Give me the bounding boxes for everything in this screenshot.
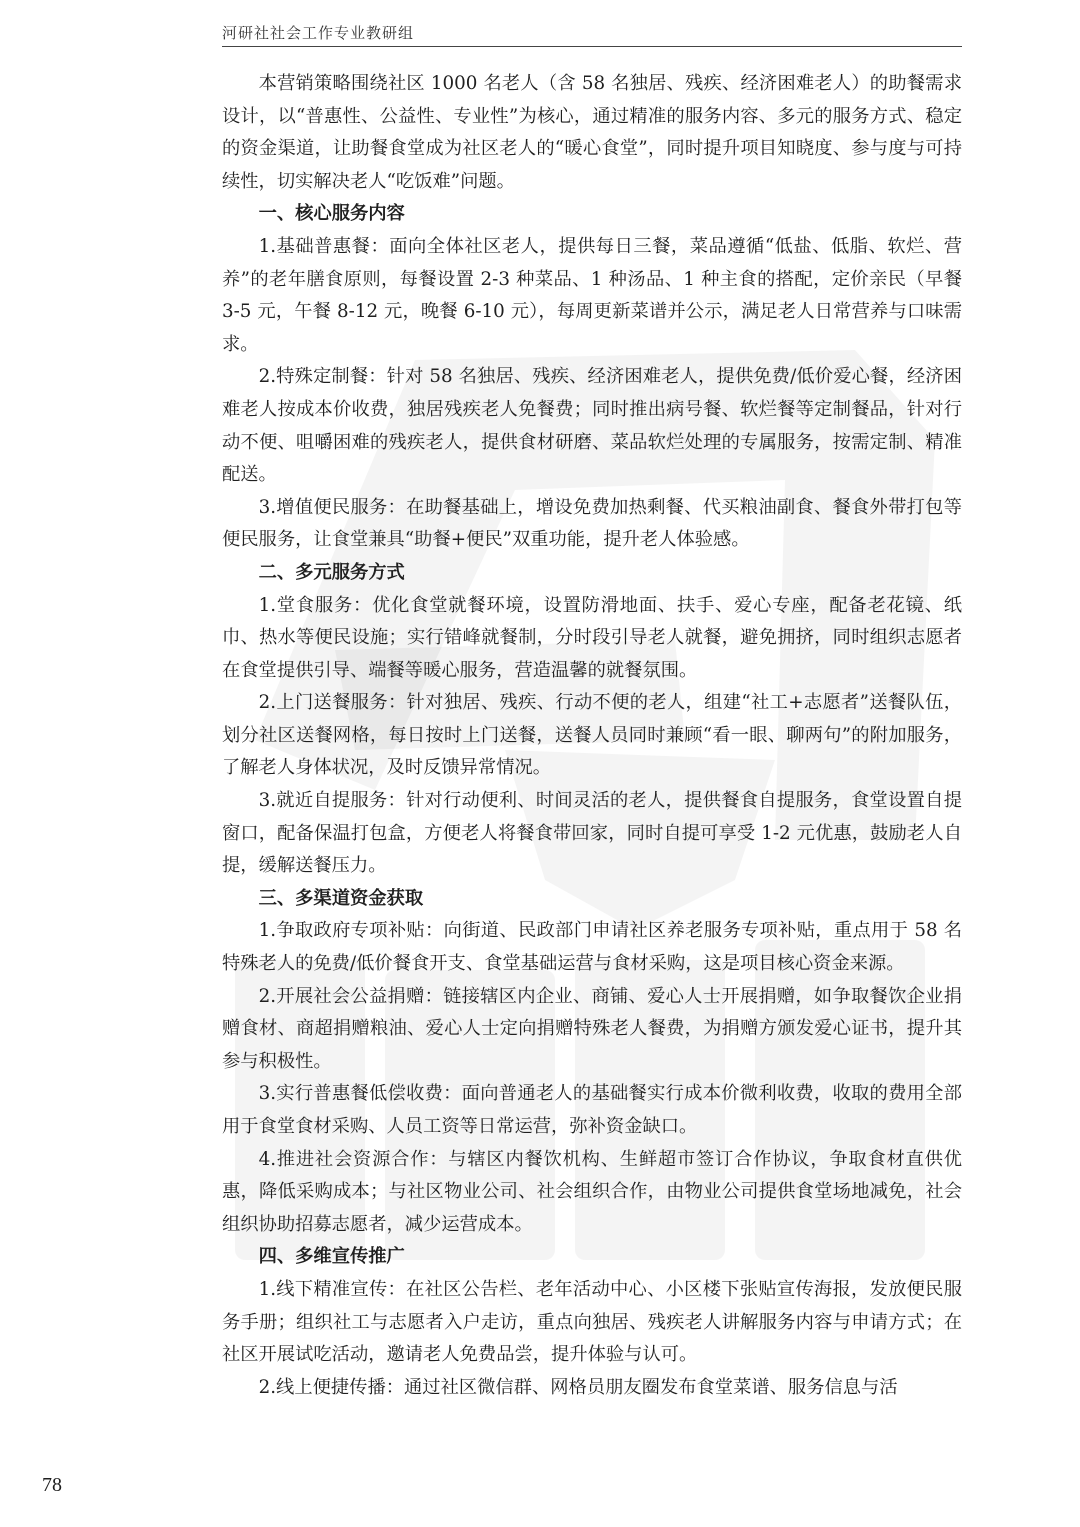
section-service-methods [222, 557, 962, 883]
section-item: 1.基础普惠餐：面向全体社区老人，提供每日三餐，菜品遵循“低盐、低脂、软烂、营养”的老年膳食原则，每餐设置 2-3 种菜品、1 种汤品、1 种主食的搭配，定价亲民（早餐 3-5 元，午餐 8-12 元，晚餐 6-10 元），每周更新菜谱并公示，满足老人日常营养与口味需求。 [222, 235, 962, 355]
section-item: 3.实行普惠餐低偿收费：面向普通老人的基础餐实行成本价微利收费，收取的费用全部用于食堂食材采购、人员工资等日常运营，弥补资金缺口。 [222, 1083, 962, 1137]
section-heading: 三、多渠道资金获取 [258, 887, 424, 909]
intro-paragraph: 本营销策略围绕社区 1000 名老人（含 58 名独居、残疾、经济困难老人）的助餐需求设计，以“普惠性、公益性、专业性”为核心，通过精准的服务内容、多元的服务方式、稳定的资金渠道，让助餐食堂成为社区老人的“暖心食堂”，同时提升项目知晓度、参与度与可持续性，切实解决老人“吃饭难”问题。 [222, 73, 962, 192]
section-heading: 二、多元服务方式 [258, 561, 405, 583]
section-promotion [222, 1241, 962, 1404]
section-core-services [222, 198, 962, 557]
section-funding [222, 883, 962, 1242]
page-number: 78 [42, 1474, 62, 1496]
section-item: 3.就近自提服务：针对行动便利、时间灵活的老人，提供餐食自提服务，食堂设置自提窗口，配备保温打包盒，方便老人将餐食带回家，同时自提可享受 1-2 元优惠，鼓励老人自提，缓解送餐压力。 [222, 790, 962, 877]
section-item: 1.争取政府专项补贴：向街道、民政部门申请社区养老服务专项补贴，重点用于 58 名特殊老人的免费/低价餐食开支、食堂基础运营与食材采购，这是项目核心资金来源。 [222, 920, 962, 975]
section-item: 2.特殊定制餐：针对 58 名独居、残疾、经济困难老人，提供免费/低价爱心餐，经济困难老人按成本价收费，独居残疾老人免餐费；同时推出病号餐、软烂餐等定制餐品，针对行动不便、咀嚼困难的残疾老人，提供食材研磨、菜品软烂处理的专属服务，按需定制、精准配送。 [222, 366, 962, 486]
running-header: 河研社社会工作专业教研组 [222, 24, 415, 42]
section-item: 1.堂食服务：优化食堂就餐环境，设置防滑地面、扶手、爱心专座，配备老花镜、纸巾、热水等便民设施；实行错峰就餐制，分时段引导老人就餐，避免拥挤，同时组织志愿者在食堂提供引导、端餐等暖心服务，营造温馨的就餐氛围。 [222, 594, 962, 681]
section-item: 2.线上便捷传播：通过社区微信群、网格员朋友圈发布食堂菜谱、服务信息与活 [258, 1376, 898, 1398]
header-divider [222, 46, 962, 47]
section-item: 3.增值便民服务：在助餐基础上，增设免费加热剩餐、代买粮油副食、餐食外带打包等便民服务，让食堂兼具“助餐+便民”双重功能，提升老人体验感。 [222, 496, 962, 551]
section-heading: 一、核心服务内容 [258, 203, 405, 225]
section-item: 2.上门送餐服务：针对独居、残疾、行动不便的老人，组建“社工+志愿者”送餐队伍，划分社区送餐网格，每日按时上门送餐，送餐人员同时兼顾“看一眼、聊两句”的附加服务，了解老人身体状况，及时反馈异常情况。 [222, 692, 962, 779]
section-item: 1.线下精准宣传：在社区公告栏、老年活动中心、小区楼下张贴宣传海报，发放便民服务手册；组织社工与志愿者入户走访，重点向独居、残疾老人讲解服务内容与申请方式；在社区开展试吃活动，邀请老人免费品尝，提升体验与认可。 [222, 1278, 962, 1366]
section-item: 2.开展社会公益捐赠：链接辖区内企业、商铺、爱心人士开展捐赠，如争取餐饮企业捐赠食材、商超捐赠粮油、爱心人士定向捐赠特殊老人餐费，为捐赠方颁发爱心证书，提升其参与积极性。 [222, 985, 962, 1072]
main-content [222, 68, 962, 1404]
section-item: 4.推进社会资源合作：与辖区内餐饮机构、生鲜超市签订合作协议，争取食材直供优惠，降低采购成本；与社区物业公司、社会组织合作，由物业公司提供食堂场地减免，社会组织协助招募志愿者，减少运营成本。 [222, 1148, 962, 1235]
section-heading: 四、多维宣传推广 [258, 1246, 405, 1268]
